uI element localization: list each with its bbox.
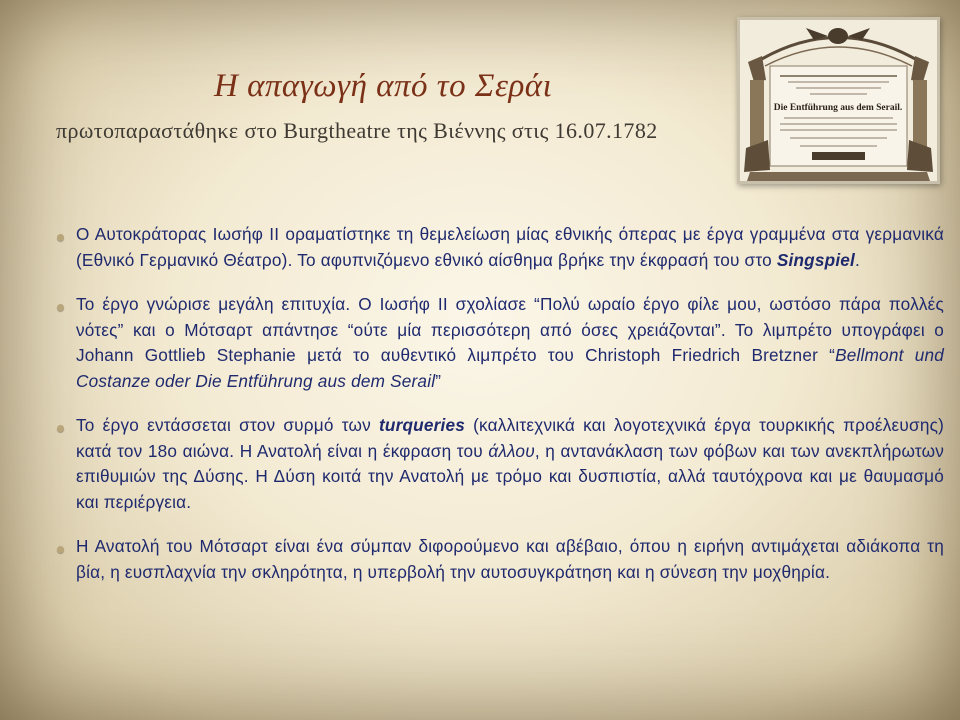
bullet-text-run: Το έργο γνώρισε μεγάλη επιτυχία. Ο Ιωσήφ ΙΙ σχολίασε “Πολύ ωραίο έργο φίλε μου, ωστόσο πάρα πολλές νότες” και ο Μότσαρτ απάντησε “ούτε μία περισσότερη από όσες χρειάζονται”. Το λιμπρέτο υπογράφει ο Johann Gottlieb Stephanie μετά το αυθεντικό λιμπρέτο του Christoph Friedrich Bretzner “: [76, 294, 944, 365]
bullet-item: [56, 292, 944, 394]
bullet-dot: [57, 304, 64, 311]
bullet-text-run: .: [855, 249, 861, 270]
bullet-text-run: Ο Αυτοκράτορας Ιωσήφ ΙΙ οραματίστηκε τη θεμελείωση μίας εθνικής όπερας με έργα γραμμένα στα γερμανικά (Εθνικό Γερμανικό Θέατρο). Το αφυπνιζόμενο εθνικό αίσθημα βρήκε την έκφρασή του στο: [76, 224, 944, 270]
bullet-item: [56, 413, 944, 515]
bullet-dot: [57, 234, 64, 241]
bullet-list: [56, 222, 944, 604]
playbill-image: [737, 17, 940, 184]
bullet-item: [56, 222, 944, 273]
bullet-dot: [57, 425, 64, 432]
bullet-text-run: Το έργο εντάσσεται στον συρμό των: [76, 415, 379, 435]
bullet-text-run: , η αντανάκλαση των φόβων και των ανεκπλήρωτων επιθυμιών της Δύσης. Η Δύση κοιτά την Ανατολή με τρόμο και δυσπιστία, αλλά ταυτόχρονα και με θαυμασμό και περιέργεια.: [76, 440, 944, 512]
slide-title: Η απαγωγή από το Σεράι: [214, 68, 553, 104]
playbill-headline: Die Entführung aus dem Serail.: [773, 103, 903, 113]
bullet-text-run: (καλλιτεχνικά και λογοτεχνικά έργα τουρκικής προέλευσης) κατά τον 18ο αιώνα. Η Ανατολή είναι η έκφραση του: [76, 415, 944, 461]
bullet-text: [76, 415, 944, 512]
bullet-item: [56, 534, 944, 585]
emphasis-italic-text: Bellmont und Costanze oder Die Entführung aus dem Serail: [76, 345, 944, 391]
emphasis-bold-text: Singspiel: [776, 249, 856, 270]
bullet-dot: [57, 546, 64, 553]
emphasis-italic-text: άλλου: [488, 440, 535, 461]
bullet-text: [76, 294, 944, 391]
emphasis-bold-text: turqueries: [378, 415, 466, 435]
bullet-text-run: ”: [435, 370, 442, 391]
bullet-text: [76, 224, 944, 270]
slide-subtitle: πρωτοπαραστάθηκε στο Burgtheatre της Βιέννης στις 16.07.1782: [56, 118, 658, 143]
playbill-drawing: [740, 20, 937, 181]
bullet-text-run: Η Ανατολή του Μότσαρτ είναι ένα σύμπαν διφορούμενο και αβέβαιο, όπου η ειρήνη αντιμάχεται αδιάκοπα τη βία, η ευσπλαχνία την σκληρότητα, η υπερβολή την αυτοσυγκράτηση και η σύνεση την μοχθηρία.: [76, 536, 944, 582]
bullet-text: [76, 536, 944, 582]
